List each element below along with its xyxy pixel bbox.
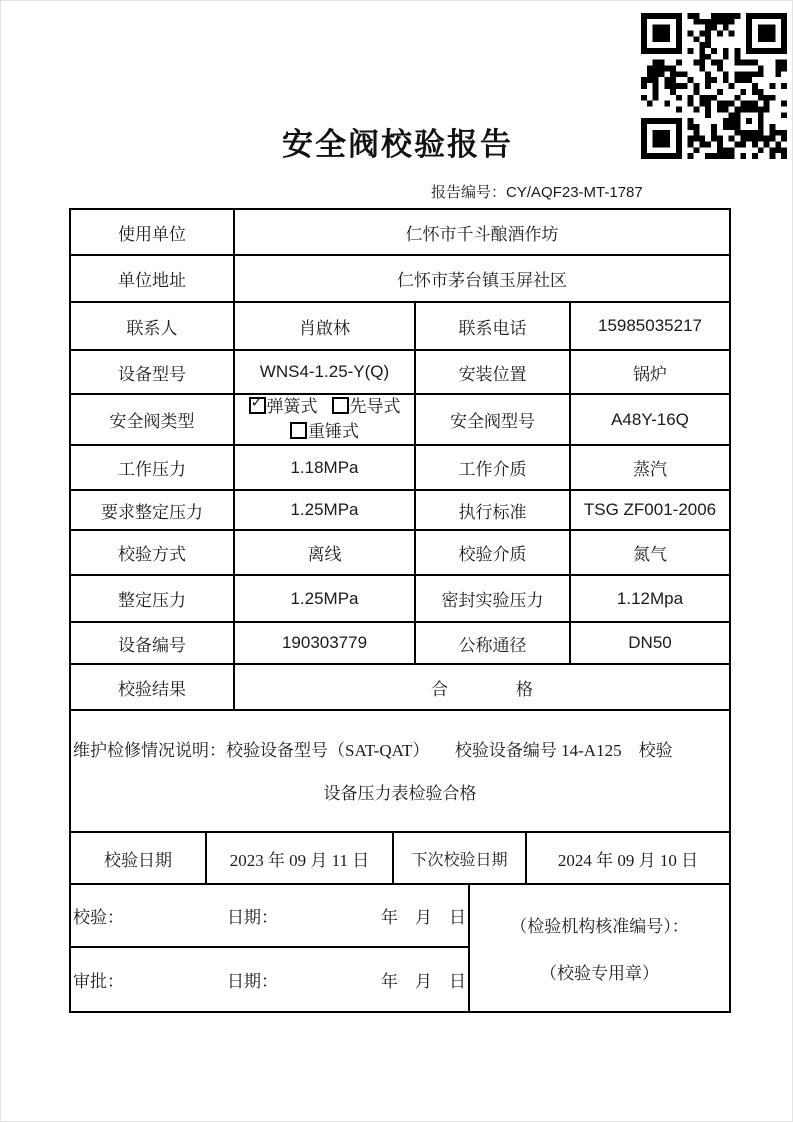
table-row bbox=[70, 575, 730, 622]
field-label-install-pos: 安装位置 bbox=[415, 350, 570, 394]
field-value-standard: TSG ZF001-2006 bbox=[570, 490, 730, 530]
field-value-use-unit: 仁怀市千斗酿酒作坊 bbox=[234, 209, 730, 255]
checkbox-label-pilot: 先导式 bbox=[349, 397, 401, 416]
table-row bbox=[70, 490, 730, 530]
valve-type-options bbox=[234, 394, 415, 445]
checkbox-label-weight: 重锤式 bbox=[308, 421, 359, 441]
field-label-contact: 联系人 bbox=[70, 302, 234, 350]
table-row bbox=[70, 255, 730, 302]
field-label-seal-pressure: 密封实验压力 bbox=[415, 575, 570, 622]
checkbox-label-spring: 弹簧式 bbox=[266, 397, 318, 416]
table-row bbox=[70, 710, 730, 832]
field-value-work-pressure: 1.18MPa bbox=[234, 445, 415, 490]
field-value-valve-model: A48Y-16Q bbox=[570, 394, 730, 445]
field-value-req-set-pressure: 1.25MPa bbox=[234, 490, 415, 530]
report-number-value: CY/AQF23-MT-1787 bbox=[506, 184, 643, 201]
field-value-nominal-dia: DN50 bbox=[570, 622, 730, 664]
field-label-unit-addr: 单位地址 bbox=[70, 255, 234, 302]
sign-approver-ymd: 年 月 日 bbox=[381, 972, 466, 992]
checkbox-pilot-unchecked bbox=[332, 397, 349, 414]
field-value-work-medium: 蒸汽 bbox=[570, 445, 730, 490]
field-value-install-pos: 锅炉 bbox=[570, 350, 730, 394]
stamp-area bbox=[469, 884, 730, 1012]
org-approval-number-label: （检验机构核准编号）： bbox=[510, 917, 689, 937]
table-row bbox=[70, 530, 730, 575]
field-label-valve-model: 安全阀型号 bbox=[415, 394, 570, 445]
field-label-standard: 执行标准 bbox=[415, 490, 570, 530]
sign-calibrator-row bbox=[70, 884, 469, 947]
calibration-seal-label: （校验专用章） bbox=[540, 964, 659, 984]
maintenance-note bbox=[70, 710, 730, 832]
field-label-set-pressure: 整定压力 bbox=[70, 575, 234, 622]
sign-calibrator-ymd: 年 月 日 bbox=[381, 908, 466, 928]
report-form bbox=[69, 208, 729, 1013]
table-row bbox=[70, 445, 730, 490]
field-label-next-calib-date: 下次校验日期 bbox=[393, 832, 526, 884]
sign-calibrator-label: 校验： bbox=[73, 908, 124, 928]
field-value-next-calib-date: 2024 年 09 月 10 日 bbox=[526, 832, 730, 884]
field-value-unit-addr: 仁怀市茅台镇玉屏社区 bbox=[234, 255, 730, 302]
field-value-device-no: 190303779 bbox=[234, 622, 415, 664]
field-label-device-model: 设备型号 bbox=[70, 350, 234, 394]
field-label-work-medium: 工作介质 bbox=[415, 445, 570, 490]
sign-calibrator-date-label: 日期： bbox=[227, 908, 278, 928]
field-label-calib-medium: 校验介质 bbox=[415, 530, 570, 575]
table-row bbox=[70, 394, 730, 445]
table-row bbox=[70, 622, 730, 664]
field-label-work-pressure: 工作压力 bbox=[70, 445, 234, 490]
checkbox-spring-checked bbox=[249, 394, 266, 414]
checkbox-weight-unchecked bbox=[290, 422, 307, 439]
sign-approver-label: 审批： bbox=[73, 972, 124, 992]
field-value-calib-date: 2023 年 09 月 11 日 bbox=[206, 832, 393, 884]
field-label-calib-method: 校验方式 bbox=[70, 530, 234, 575]
main-table bbox=[69, 208, 731, 833]
field-label-valve-type: 安全阀类型 bbox=[70, 394, 234, 445]
field-label-nominal-dia: 公称通径 bbox=[415, 622, 570, 664]
field-label-result: 校验结果 bbox=[70, 664, 234, 710]
field-value-calib-method: 离线 bbox=[234, 530, 415, 575]
report-number bbox=[431, 181, 643, 202]
field-value-result: 合 格 bbox=[234, 664, 730, 710]
table-row bbox=[70, 209, 730, 255]
page-title: 安全阀校验报告 bbox=[282, 127, 513, 162]
table-row bbox=[70, 350, 730, 394]
maintenance-note-line2: 设备压力表检验合格 bbox=[323, 783, 477, 803]
qr-code-icon bbox=[641, 13, 787, 159]
sign-approver-date-label: 日期： bbox=[227, 972, 278, 992]
dates-table bbox=[69, 831, 731, 885]
field-label-use-unit: 使用单位 bbox=[70, 209, 234, 255]
maintenance-note-line1: 维护检修情况说明：校验设备型号（SAT-QAT） 校验设备编号 14-A125 校验 bbox=[73, 740, 673, 760]
sign-approver-row bbox=[70, 947, 469, 1012]
field-value-calib-medium: 氮气 bbox=[570, 530, 730, 575]
signature-table bbox=[69, 883, 731, 1013]
report-number-label: 报告编号： bbox=[431, 185, 507, 201]
field-value-contact: 肖啟林 bbox=[234, 302, 415, 350]
table-row bbox=[70, 664, 730, 710]
field-label-calib-date: 校验日期 bbox=[70, 832, 206, 884]
table-row bbox=[70, 302, 730, 350]
field-label-device-no: 设备编号 bbox=[70, 622, 234, 664]
field-value-device-model: WNS4-1.25-Y(Q) bbox=[234, 350, 415, 394]
field-label-contact-phone: 联系电话 bbox=[415, 302, 570, 350]
field-value-set-pressure: 1.25MPa bbox=[234, 575, 415, 622]
field-label-req-set-pressure: 要求整定压力 bbox=[70, 490, 234, 530]
check-mark-icon: ✓ bbox=[250, 394, 264, 411]
table-row bbox=[70, 884, 730, 947]
table-row bbox=[70, 832, 730, 884]
field-value-seal-pressure: 1.12Mpa bbox=[570, 575, 730, 622]
field-value-contact-phone: 15985035217 bbox=[570, 302, 730, 350]
